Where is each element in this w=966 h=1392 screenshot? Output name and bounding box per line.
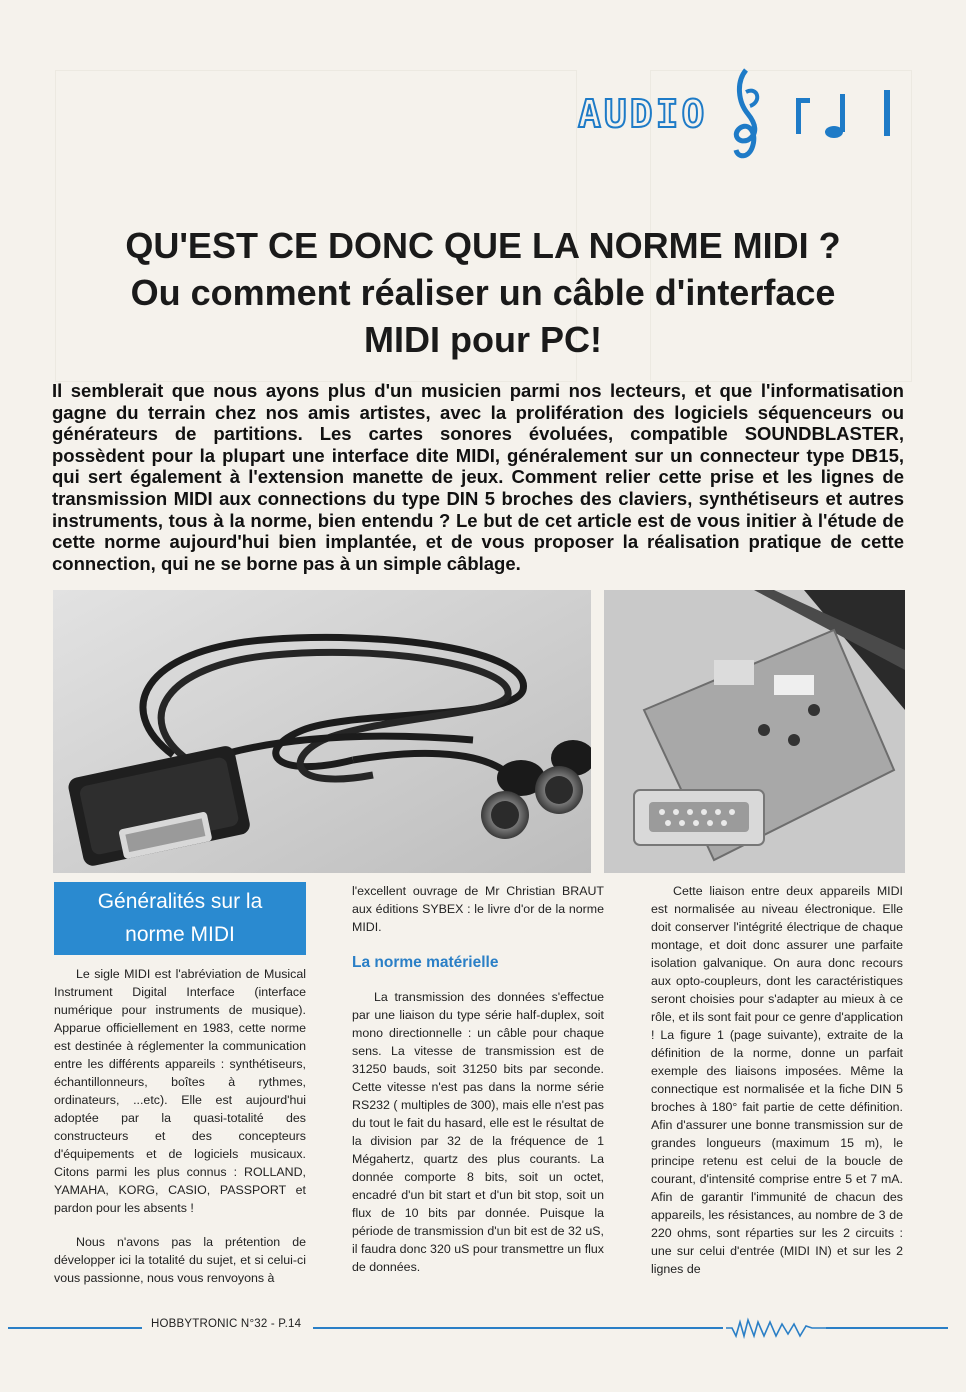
footer-rule-left xyxy=(8,1327,142,1329)
paragraph: La transmission des données s'effectue par une liaison du type série half-duplex, soit mono directionnelle : un câble pour chaque sens. La vitesse de transmission est de 31250 bauds, soit 31250 bits par seconde. Cette vitesse n'est pas dans la norme série RS232 ( multiples de 300), mais elle n'est pas du tout le fait du hasard, elle est le résultat de la division par 32 de la fréquence de 1 Mégahertz, quartz des plus courants. La donnée comporte 8 bits, soit un octet, encadré d'un bit start et d'un bit stop, soit un flux de 10 bits par donnée. Puisque la période de transmission d'un bit est de 32 uS, il faudra donc 320 uS pour transmettre un flux de données. xyxy=(352,990,604,1274)
subheading: La norme matérielle xyxy=(352,954,499,971)
audio-logo-text: AUDIO xyxy=(578,92,708,136)
waveform-icon xyxy=(726,1316,826,1340)
paragraph: l'excellent ouvrage de Mr Christian BRAUT aux éditions SYBEX : le livre d'or de la norme MIDI. xyxy=(352,884,604,934)
article-title xyxy=(60,222,906,363)
footer-rule-middle xyxy=(313,1327,723,1329)
paragraph: Cette liaison entre deux appareils MIDI est normalisée au niveau électronique. Elle doit conserver l'intégrité électrique de chaque montage, et doit donc assurer une parfaite isolation galvanique. On aura donc recours aux opto-coupleurs, dont les caractéristiques seront choisies pour s'adapter au mieux à ce rôle, et ils sont fait pour ce genre d'application ! La figure 1 (page suivante), extraite de la définition de la norme, donne un parfait exemple des liaisons imposées. Même la connectique est normalisée et la fiche DIN 5 broches à 180° fait partie de cette définition. Afin d'assurer une bonne transmission sur de grandes longueurs (maximum 15 m), le principe retenu est celui de la boucle de courant, d'intensité comprise entre 5 et 7 mA. Afin de garantir l'immunité de chacun des appareils, les résistances, au nombre de 3 de 220 ohms, sont réparties sur les 2 circuits : une sur celui d'entrée (MIDI IN) et sur les 2 lignes de xyxy=(651,884,903,1276)
title-line-3: MIDI pour PC! xyxy=(364,319,602,360)
column-1 xyxy=(54,882,306,1287)
column-3 xyxy=(651,882,903,1278)
column-2 xyxy=(352,882,604,1276)
audio-section-logo xyxy=(578,62,918,162)
article-intro: Il semblerait que nous ayons plus d'un musicien parmi nos lecteurs, et que l'informatisation gagne du terrain chez nos amis artistes, avec la prolifération des logiciels séquenceurs ou générateurs de partitions. Les cartes sonores évoluées, compatible SOUNDBLASTER, possèdent pour la plupart une interface dite MIDI, généralement sur un connecteur type DB15, qui sert également à l'extension manette de jeux. Comment relier cette prise et les lignes de transmission MIDI aux connections du type DIN 5 broches des claviers, synthétiseurs et autres instruments, tous à la norme, bien entendu ? Le but de cet article est de vous initier à l'étude de cette norme aujourd'hui bien implantée, et de vous proposer la réalisation pratique de cette connection, qui ne se borne pas à un simple câblage. xyxy=(52,380,904,574)
photo-midi-cable xyxy=(53,590,591,873)
photo-interface-board xyxy=(604,590,905,873)
footer-page-label: HOBBYTRONIC N°32 - P.14 xyxy=(151,1318,302,1330)
section-heading-line-2: norme MIDI xyxy=(125,923,235,946)
section-heading-box xyxy=(54,882,306,955)
title-line-1: QU'EST CE DONC QUE LA NORME MIDI ? xyxy=(125,225,841,266)
page-footer xyxy=(8,1316,948,1340)
paragraph: Nous n'avons pas la prétention de développer ici la totalité du sujet, et si celui-ci vous passionne, nous vous renvoyons à xyxy=(54,1235,306,1285)
section-heading-line-1: Généralités sur la xyxy=(97,890,263,913)
title-line-2: Ou comment réaliser un câble d'interface xyxy=(130,272,836,313)
music-notes-icon xyxy=(718,62,918,162)
footer-rule-right xyxy=(826,1327,948,1329)
paragraph: Le sigle MIDI est l'abréviation de Musical Instrument Digital Interface (interface numérique pour instruments de musique). Apparue officiellement en 1983, cette norme est destinée à réglementer la communication entre les différents appareils : synthétiseurs, échantillonneurs, boîtes à rythmes, ordinateurs, ...etc). Elle est aujourd'hui adoptée par la quasi-totalité des constructeurs et des concepteurs d'équipements et de logiciels musicaux. Citons parmi les plus connus : ROLLAND, YAMAHA, KORG, CASIO, PASSPORT et pardon pour les absents ! xyxy=(54,967,306,1215)
